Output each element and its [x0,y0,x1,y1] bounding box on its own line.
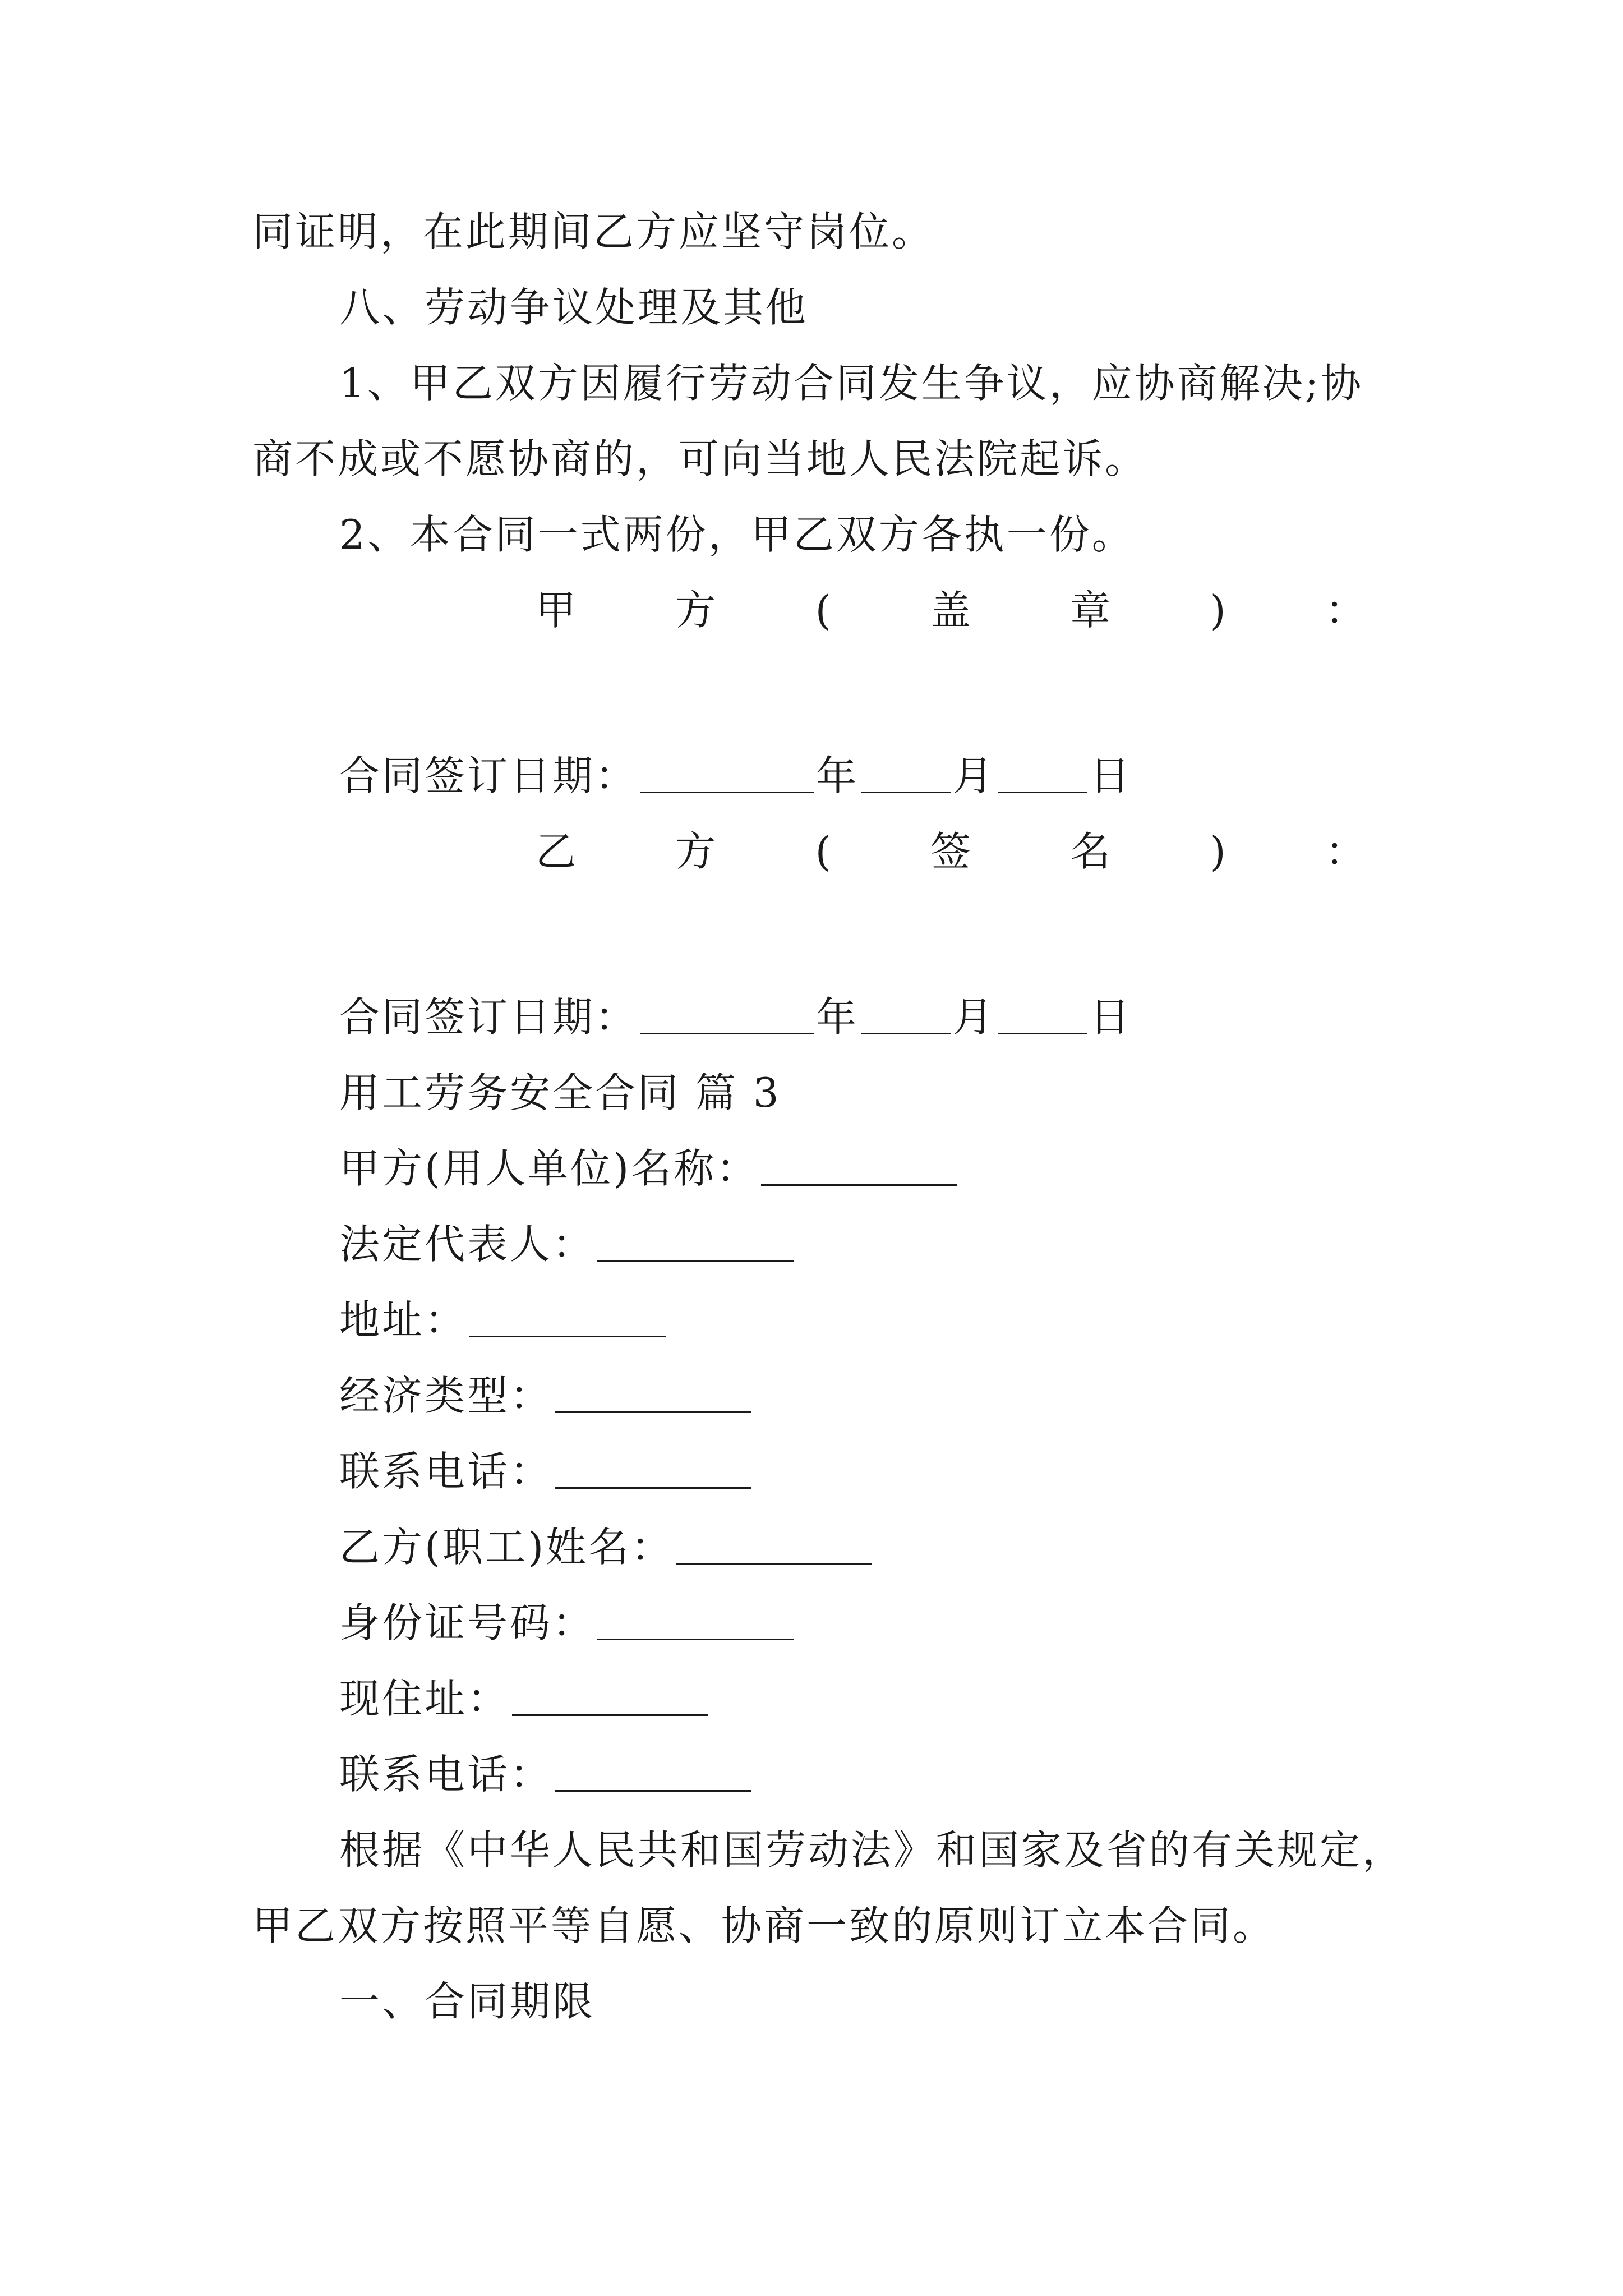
party-a-char: 章 [1070,587,1111,634]
month-label: 月 [953,752,996,799]
address-field [339,1293,668,1347]
phone-b-label: 联系电话： [339,1751,553,1798]
year-label: 年 [816,993,859,1041]
party-a-char: 甲 [536,587,577,634]
sign-date-label: 合同签订日期： [339,752,638,799]
current-address-blank [512,1675,708,1716]
basis-line-1: 根据《中华人民共和国劳动法》和国家及省的有关规定， [339,1826,1405,1874]
year-blank [640,752,814,793]
party-b-char: 签 [930,828,971,875]
economic-type-label: 经济类型： [339,1372,553,1419]
sign-date-b [339,990,1132,1044]
current-address-field [339,1672,711,1726]
address-label: 地址： [339,1296,468,1343]
party-a-seal-line [536,583,1366,637]
section-heading-8: 八、劳动争议处理及其他 [339,284,809,331]
employee-name-label: 乙方(职工)姓名： [339,1524,674,1571]
section-heading-1: 一、合同期限 [339,1978,596,2025]
sign-date-label: 合同签订日期： [339,993,638,1041]
employer-name-blank [761,1145,957,1186]
item-1-line-1: 1、甲乙双方因履行劳动合同发生争议，应协商解决;协 [339,360,1364,407]
party-b-char: ： [1325,828,1366,875]
economic-type-blank [555,1372,751,1413]
id-number-field [339,1596,796,1650]
phone-b-field [339,1747,753,1801]
legal-rep-label: 法定代表人： [339,1221,596,1268]
address-blank [469,1296,666,1337]
month-label: 月 [953,993,996,1041]
month-blank [861,752,951,793]
year-label: 年 [816,752,859,799]
party-a-char: 方 [675,587,716,634]
phone-a-field [339,1444,753,1498]
day-blank [998,993,1087,1034]
party-a-char: ) [1210,587,1226,634]
employee-name-blank [676,1524,872,1565]
paragraph-tail: 同证明，在此期间乙方应坚守岗位。 [252,208,935,255]
economic-type-field [339,1369,753,1423]
month-blank [861,993,951,1034]
year-blank [640,993,814,1034]
party-a-char: ： [1325,587,1366,634]
item-2: 2、本合同一式两份，甲乙双方各执一份。 [339,511,1135,558]
phone-a-blank [555,1448,751,1489]
current-address-label: 现住址： [339,1675,510,1722]
party-b-char: ( [815,828,831,875]
id-number-blank [597,1599,794,1640]
contract-3-title: 用工劳务安全合同 篇 3 [339,1069,781,1116]
party-a-char: ( [815,587,831,634]
employer-name-label: 甲方(用人单位)名称： [339,1145,759,1192]
day-label: 日 [1090,752,1133,799]
id-number-label: 身份证号码： [339,1599,596,1646]
phone-b-blank [555,1751,751,1792]
party-b-char: 方 [675,828,716,875]
day-label: 日 [1090,993,1133,1041]
party-a-char: 盖 [930,587,971,634]
party-b-char: 乙 [536,828,577,875]
party-b-char: ) [1210,828,1226,875]
basis-line-2: 甲乙双方按照平等自愿、协商一致的原则订立本合同。 [252,1902,1276,1949]
party-b-sign-line [536,825,1366,878]
legal-rep-field [339,1217,796,1271]
employee-name-field [339,1520,874,1574]
sign-date-a [339,749,1132,803]
legal-rep-blank [597,1221,794,1262]
employer-name-field [339,1142,960,1195]
item-1-line-2: 商不成或不愿协商的，可向当地人民法院起诉。 [252,435,1148,482]
party-b-char: 名 [1070,828,1111,875]
day-blank [998,752,1087,793]
phone-a-label: 联系电话： [339,1448,553,1495]
